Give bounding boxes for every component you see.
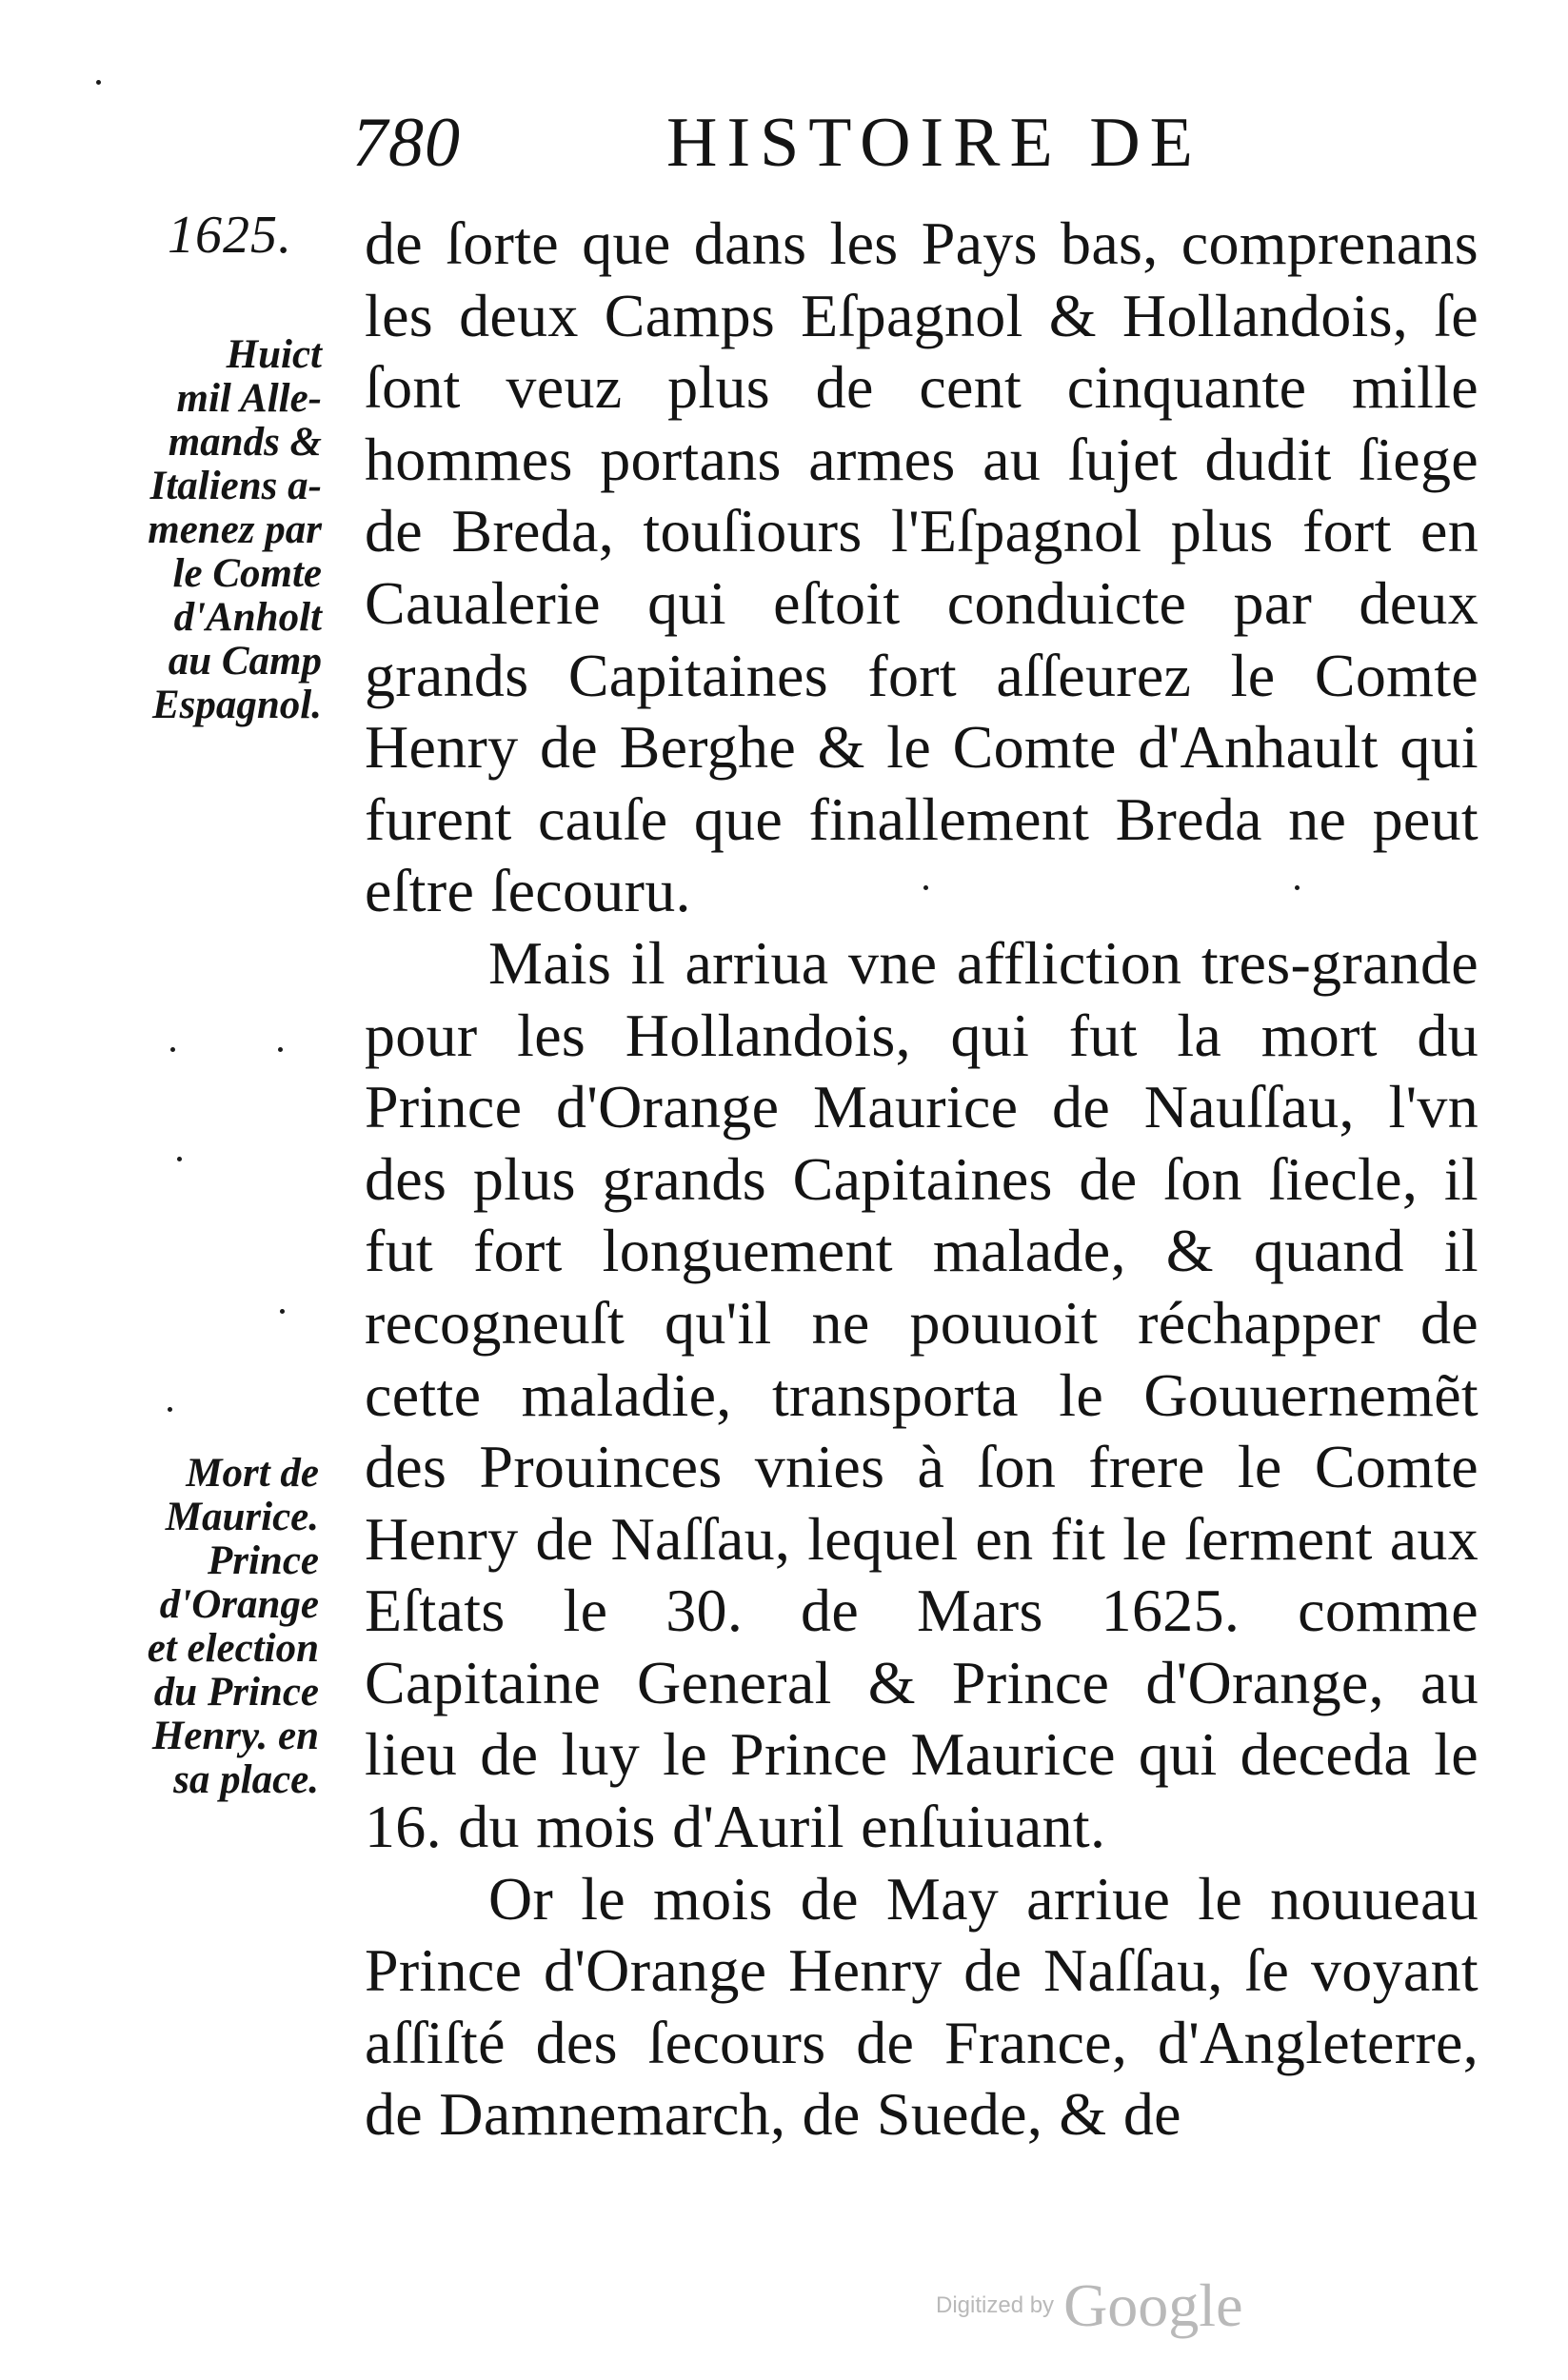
scan-speck — [170, 1047, 175, 1052]
scan-speck — [280, 1309, 285, 1314]
running-title: HISTOIRE DE — [666, 104, 1202, 182]
paragraph-siege-de-breda: de ſorte que dans les Pays bas, comprenans les deux Camps Eſpagnol & Hollandois, ſe ſont veuz plus de cent cinquante mille hommes portans armes au ſujet dudit ſiege de Breda, touſiours l'Eſpagnol plus fort en Caualerie qui eſtoit conduicte par deux grands Capitaines fort aſſeurez le Comte Henry de Berghe & le Comte d'Anhault qui furent cauſe que finallement Breda ne peut eſtre ſecouru. — [365, 209, 1479, 925]
paragraph-mort-du-prince: Mais il arriua vne affliction tres-grande pour les Hollandois, qui fut la mort du Prince d'Orange Maurice de Nauſſau, l'vn des plus grands Capitaines de ſon ſiecle, il fut fort longuement malade, & quand il recogneuſt qu'il ne pouuoit réchapper de cette maladie, transporta le Gouuernemẽt des Prouinces vnies à ſon frere le Comte Henry de Naſſau, lequel en fit le ſerment aux Eſtats le 30. de Mars 1625. comme Capitaine General & Prince d'Orange, au lieu de luy le Prince Maurice qui deceda le 16. du mois d'Auril enſuiuant. — [365, 928, 1479, 1861]
page-number: 780 — [352, 104, 461, 182]
scan-speck — [177, 1157, 182, 1161]
scan-speck — [278, 1047, 283, 1052]
margin-note-allemands: Huict mil Alle- mands & Italiens a- menez par le Comte d'Anholt au Camp Espagnol. — [148, 332, 322, 727]
digitized-watermark — [936, 2271, 1242, 2341]
body-text — [365, 208, 1479, 2151]
margin-note-mort-de-maurice: Mort de Maurice. Prince d'Orange et election du Prince Henry. en sa place. — [147, 1451, 319, 1802]
page-header — [352, 103, 1285, 198]
watermark-prefix: Digitized by — [936, 2292, 1055, 2318]
margin-year: 1625. — [168, 206, 292, 265]
paragraph-nouveau-prince: Or le mois de May arriue le nouueau Prince d'Orange Henry de Naſſau, ſe voyant aſſiſté des ſecours de France, d'Angleterre, de Damnemarch, de Suede, & de — [365, 1864, 1479, 2149]
scan-speck — [168, 1407, 172, 1412]
scan-speck — [96, 80, 101, 85]
google-logo: Google — [1063, 2271, 1243, 2339]
